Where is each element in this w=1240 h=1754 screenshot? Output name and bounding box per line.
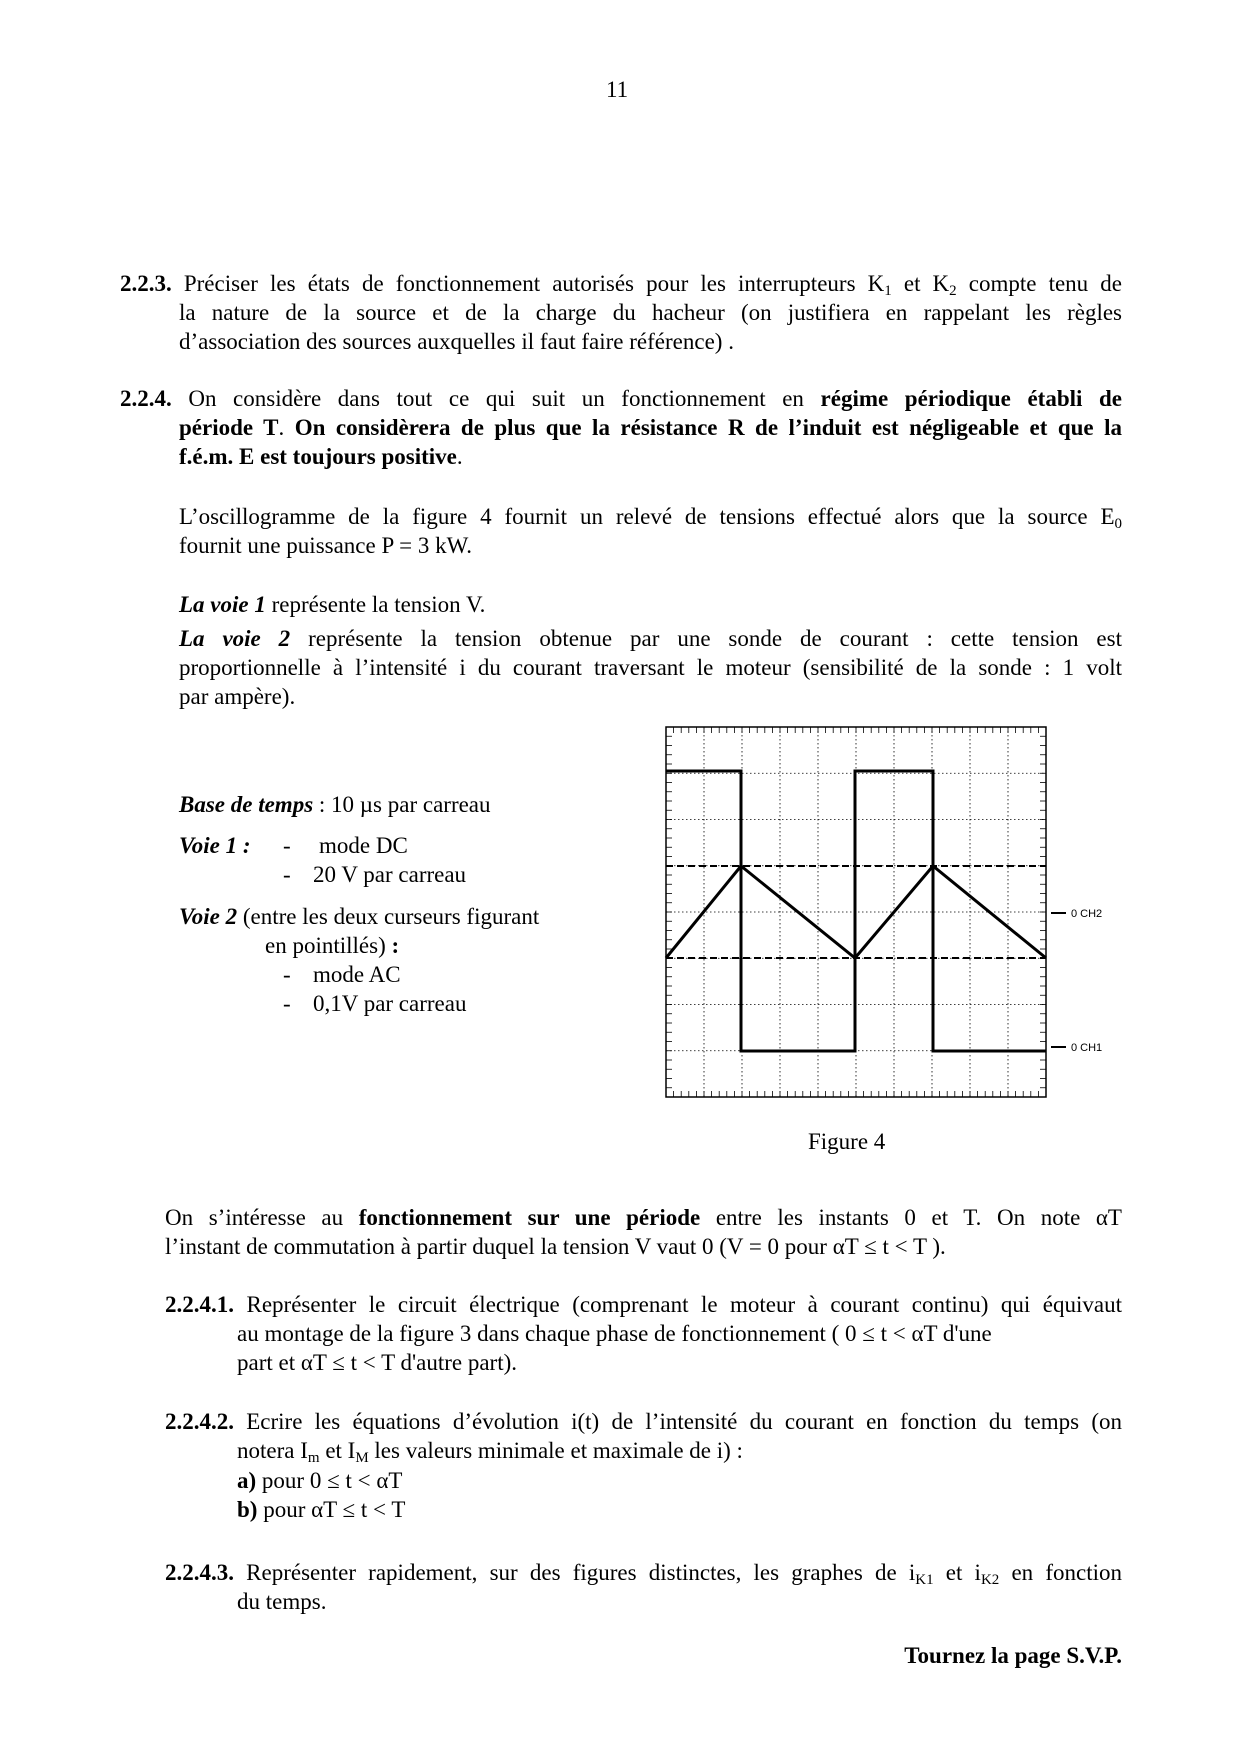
figure-caption: Figure 4 <box>808 1129 886 1154</box>
footer-turn-page: Tournez la page S.V.P. <box>904 1643 1122 1668</box>
s223-line1: 2.2.3. Préciser les états de fonctionnement autorisés pour les interrupteurs $K_1$ et $K_2$ compte tenu de <box>120 271 1122 299</box>
voie2-line1: La voie 2 représente la tension obtenue par une sonde de courant : cette tension est <box>179 626 1122 651</box>
voie1-dash1: - <box>283 833 291 858</box>
s223-line2: la nature de la source et de la charge du hacheur (on justifiera en rappelant les règles <box>179 300 1122 325</box>
period-line2: l’instant de commutation à partir duquel la tension V vaut 0 (V = 0 pour αT ≤ t < T ). <box>165 1234 946 1259</box>
q2-case-a: a) pour 0 ≤ t < αT <box>237 1468 403 1493</box>
period-line1: On s’intéresse au fonctionnement sur une période entre les instants 0 et T. On note αT <box>165 1205 1122 1230</box>
q2-line2: notera $I_m$ et $I_M$ les valeurs minimale et maximale de i) : <box>237 1438 743 1466</box>
q1-line2: au montage de la figure 3 dans chaque phase de fonctionnement ( 0 ≤ t < αT d'une <box>237 1321 992 1346</box>
oscillogram-para-line2: fournit une puissance P = 3 kW. <box>179 533 472 558</box>
page-number: 11 <box>606 77 629 102</box>
s224-line3: f.é.m. E est toujours positive. <box>179 444 463 469</box>
voie2-dash2: - <box>283 991 291 1016</box>
voie1-dash2: - <box>283 862 291 887</box>
voie1-scale: 20 V par carreau <box>313 862 467 887</box>
voie2-label: Voie 2 (entre les deux curseurs figurant <box>179 904 540 929</box>
base-de-temps: Base de temps : 10 µs par carreau <box>179 792 491 817</box>
voie2-scale: 0,1V par carreau <box>313 991 467 1016</box>
q3-line2: du temps. <box>237 1589 327 1614</box>
oscillogram-figure <box>650 720 1110 1100</box>
ch1-zero-label: 0 CH1 <box>1071 1042 1103 1054</box>
q2-case-b: b) pour αT ≤ t < T <box>237 1497 406 1522</box>
q1-line1: 2.2.4.1. Représenter le circuit électrique (comprenant le moteur à courant continu) qui équivaut <box>165 1292 1122 1317</box>
s224-line1: 2.2.4. On considère dans tout ce qui suit un fonctionnement en régime périodique établi de <box>120 386 1122 411</box>
q1-line3: part et αT ≤ t < T d'autre part). <box>237 1350 518 1375</box>
voie2-dash1: - <box>283 962 291 987</box>
voie1-description: La voie 1 représente la tension V. <box>179 592 486 617</box>
s223-line3: d’association des sources auxquelles il faut faire référence) . <box>179 329 734 354</box>
voie2-line2: proportionnelle à l’intensité i du courant traversant le moteur (sensibilité de la sonde : 1 volt <box>179 655 1122 680</box>
oscillogram-para-line1: L’oscillogramme de la figure 4 fournit un relevé de tensions effectué alors que la source $E_0$ <box>179 504 1122 532</box>
voie2-mode: mode AC <box>313 962 401 987</box>
ch2-zero-label: 0 CH2 <box>1071 908 1103 920</box>
s224-line2: période T. On considèrera de plus que la résistance R de l’induit est négligeable et que la <box>179 415 1122 440</box>
voie2-line3: par ampère). <box>179 684 296 709</box>
voie2-cursor-note: en pointillés) : <box>265 933 400 958</box>
voie1-mode: mode DC <box>319 833 408 858</box>
q2-line1: 2.2.4.2. Ecrire les équations d’évolution i(t) de l’intensité du courant en fonction du temps (on <box>165 1409 1122 1434</box>
voie1-label: Voie 1 : <box>179 833 251 858</box>
q3-line1: 2.2.4.3. Représenter rapidement, sur des figures distinctes, les graphes de $i_{K1}$ et $i_{K2}$ en fonction <box>165 1560 1122 1588</box>
